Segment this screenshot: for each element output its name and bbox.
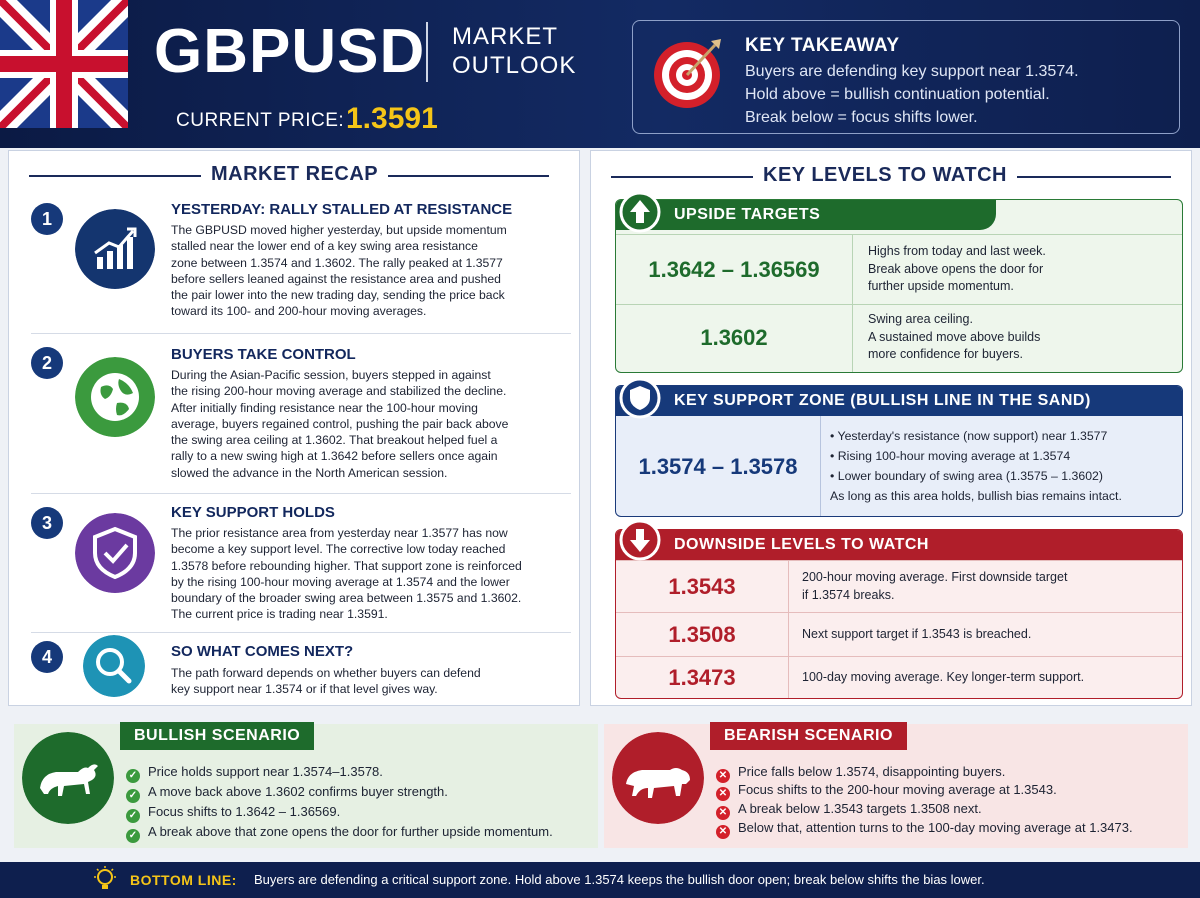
recap-item-title: YESTERDAY: RALLY STALLED AT RESISTANCE: [171, 201, 513, 218]
level-desc: 200-hour moving average. First downside target if 1.3574 breaks.: [802, 570, 1068, 602]
recap-item-text: During the Asian-Pacific session, buyers stepped in against the rising 200-hour moving average and stabilized the decline. After initially finding resistance near the 100-hour moving average, buyers regained control, pushing the pair back above the swing area ceiling at 1.3602. That breakout helped fuel a rally to a new swing high at 1.3642 before sellers once again slowed the advance in the North American session.: [171, 368, 509, 480]
level-value: 1.3543: [668, 574, 736, 599]
level-value: 1.3642 – 1.36569: [648, 257, 820, 282]
target-icon: [651, 37, 723, 109]
list-item: ✓ A break above that zone opens the door for further upside momentum.: [126, 824, 553, 843]
upside-header: UPSIDE TARGETS: [616, 200, 996, 230]
recap-item-text: The prior resistance area from yesterday near 1.3577 has now become a key support level. The corrective low today reached 1.3578 before rebounding higher. That support zone is reinforced by the rising 100-hour moving average at 1.3574 and the lower boundary of the broader swing area between 1.3575 and 1.3602. The current price is trading near 1.3591.: [171, 526, 522, 622]
downside-header: DOWNSIDE LEVELS TO WATCH: [616, 530, 1183, 560]
uk-flag-icon: [0, 0, 128, 128]
bottom-line-text: Buyers are defending a critical support zone. Hold above 1.3574 keeps the bullish door open; break below shifts the bias lower.: [254, 872, 985, 887]
recap-item-text: The GBPUSD moved higher yesterday, but upside momentum stalled near the lower end of a key swing area resistance zone between 1.3574 and 1.3602. The rally peaked at 1.3577 before sellers leaned against the resistance area and pushed the pair lower into the new trading day, sending the price back toward its 100- and 200-hour moving averages.: [171, 223, 507, 319]
support-header: KEY SUPPORT ZONE (BULLISH LINE IN THE SAND): [616, 386, 1183, 416]
level-value: 1.3602: [700, 325, 768, 350]
bottom-line-label: BOTTOM LINE:: [130, 872, 237, 888]
shield-icon: [619, 377, 661, 419]
level-value: 1.3473: [668, 665, 736, 690]
downside-levels-box: [615, 529, 1183, 699]
table-row: [616, 304, 1183, 373]
recap-item-title: KEY SUPPORT HOLDS: [171, 504, 335, 521]
bottom-line-bar: [0, 862, 1200, 898]
outlook-line-2: OUTLOOK: [452, 52, 577, 79]
table-row: [616, 612, 1183, 656]
current-price-value: 1.3591: [346, 102, 438, 135]
key-support-box: [615, 385, 1183, 517]
key-takeaway-box: [632, 20, 1180, 134]
list-item: ✓ A move back above 1.3602 confirms buyer strength.: [126, 784, 448, 803]
table-row: [616, 560, 1183, 612]
recap-item-title: BUYERS TAKE CONTROL: [171, 346, 356, 363]
recap-item-text: The path forward depends on whether buyers can defend key support near 1.3574 or if that level gives way.: [171, 666, 481, 697]
ticker-title: GBPUSD: [154, 17, 426, 86]
divider: [788, 613, 789, 657]
takeaway-title: KEY TAKEAWAY: [745, 35, 900, 56]
key-levels-panel: [590, 150, 1192, 706]
check-icon: ✓: [126, 829, 140, 843]
divider: [852, 235, 853, 305]
arrow-up-icon: [619, 191, 661, 233]
shield-check-icon: [75, 513, 155, 593]
key-levels-title: KEY LEVELS TO WATCH: [753, 164, 1017, 187]
level-value: 1.3508: [668, 622, 736, 647]
separator: [31, 632, 571, 633]
bearish-scenario-title: BEARISH SCENARIO: [710, 722, 907, 750]
market-outlook-label: [452, 22, 576, 80]
arrow-down-icon: [619, 519, 661, 561]
separator: [31, 333, 571, 334]
outlook-line-1: MARKET: [452, 23, 559, 50]
divider: [820, 416, 821, 517]
x-icon: ✕: [716, 787, 730, 801]
header-banner: [0, 0, 1200, 148]
globe-icon: [75, 357, 155, 437]
bullish-scenario-title: BULLISH SCENARIO: [120, 722, 314, 750]
recap-item-title: SO WHAT COMES NEXT?: [171, 643, 354, 660]
market-recap-panel: [8, 150, 580, 706]
takeaway-line: Buyers are defending key support near 1.3574.: [745, 63, 1079, 80]
level-desc: 100-day moving average. Key longer-term support.: [802, 670, 1085, 684]
lightbulb-icon: [92, 866, 118, 894]
chart-up-icon: [75, 209, 155, 289]
current-price-label: CURRENT PRICE:: [176, 110, 345, 131]
level-desc: Next support target if 1.3543 is breached.: [802, 627, 1032, 641]
level-desc: Swing area ceiling. A sustained move above builds more confidence for buyers.: [868, 312, 1041, 361]
list-item: ✓ Price holds support near 1.3574–1.3578.: [126, 764, 383, 783]
table-row: [616, 656, 1183, 699]
divider: [788, 561, 789, 613]
level-value: 1.3574 – 1.3578: [638, 454, 798, 479]
magnifier-icon: [83, 635, 145, 697]
divider: [852, 305, 853, 373]
divider: [788, 657, 789, 699]
recap-number: 1: [31, 203, 63, 235]
upside-targets-box: [615, 199, 1183, 373]
check-icon: ✓: [126, 809, 140, 823]
check-icon: ✓: [126, 769, 140, 783]
x-icon: ✕: [716, 806, 730, 820]
separator: [31, 493, 571, 494]
recap-number: 4: [31, 641, 63, 673]
header-divider: [426, 22, 428, 82]
list-item: ✓ Focus shifts to 1.3642 – 1.36569.: [126, 804, 340, 823]
recap-number: 3: [31, 507, 63, 539]
x-icon: ✕: [716, 769, 730, 783]
support-note: As long as this area holds, bullish bias remains intact.: [830, 489, 1122, 503]
market-recap-title: MARKET RECAP: [201, 163, 388, 186]
check-icon: ✓: [126, 789, 140, 803]
bear-icon: [612, 732, 704, 824]
support-bullets: • Yesterday's resistance (now support) near 1.3577 • Rising 100-hour moving average at 1.3574 • Lower boundary of swing area (1.3575 – 1.3602) As long as this area holds, bullish bias remains intact.: [830, 426, 1122, 506]
x-icon: ✕: [716, 825, 730, 839]
list-item: ✕ Below that, attention turns to the 100-day moving average at 1.3473.: [716, 820, 1133, 839]
recap-number: 2: [31, 347, 63, 379]
table-row: [616, 234, 1183, 304]
bearish-scenario-box: [604, 724, 1188, 848]
bullish-scenario-box: [14, 724, 598, 848]
takeaway-line: Break below = focus shifts lower.: [745, 109, 978, 126]
level-desc: Highs from today and last week. Break above opens the door for further upside momentum.: [868, 244, 1046, 293]
takeaway-line: Hold above = bullish continuation potential.: [745, 86, 1050, 103]
list-item: ✕ Price falls below 1.3574, disappointing buyers.: [716, 764, 1005, 783]
list-item: ✕ Focus shifts to the 200-hour moving average at 1.3543.: [716, 782, 1057, 801]
bull-icon: [22, 732, 114, 824]
list-item: ✕ A break below 1.3543 targets 1.3508 next.: [716, 801, 982, 820]
